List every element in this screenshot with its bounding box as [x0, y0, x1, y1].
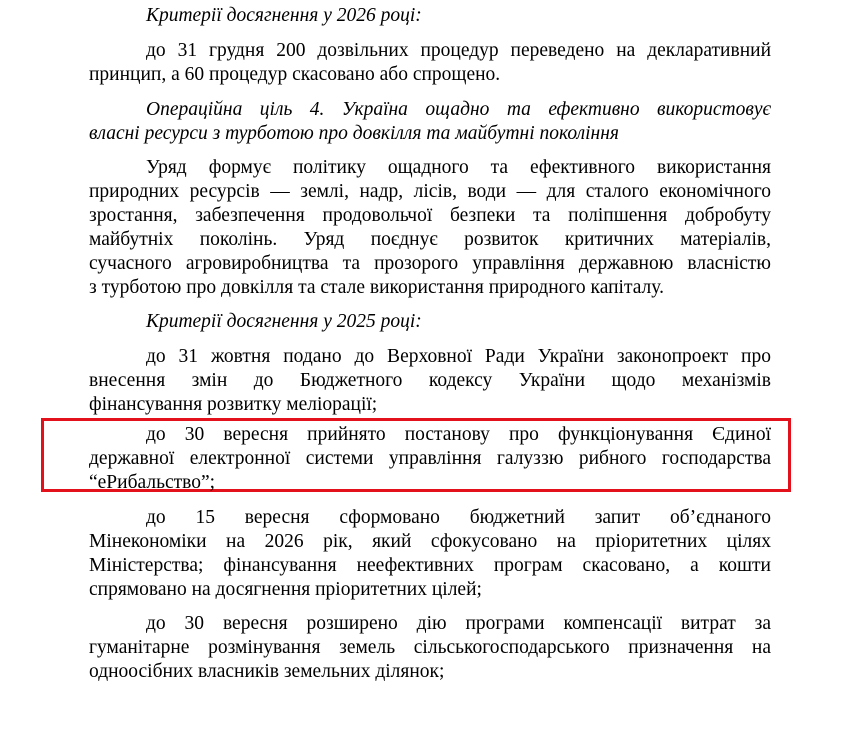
criteria-2025-item-line: одноосібних власників земельних ділянок;	[89, 661, 445, 682]
goal-4-paragraph-line: Уряд формує політику ощадного та ефективного використання	[146, 157, 771, 178]
operational-goal-4-heading: Операційна ціль 4. Україна ощадно та ефективно використовує	[146, 99, 771, 120]
criteria-2025-item-line: до 15 вересня сформовано бюджетний запит об’єднаного	[146, 507, 771, 528]
goal-4-paragraph-line: природних ресурсів — землі, надр, лісів, води — для сталого економічного	[89, 181, 771, 202]
criteria-2025-item-line: Міністерства; фінансування неефективних програм скасовано, а кошти	[89, 555, 771, 576]
highlighted-item-line: до 30 вересня прийнято постанову про функціонування Єдиної	[146, 424, 771, 445]
criteria-2025-item-line: внесення змін до Бюджетного кодексу України щодо механізмів	[89, 370, 771, 391]
goal-4-paragraph-line: зростання, забезпечення продовольчої безпеки та поліпшення добробуту	[89, 205, 771, 226]
criteria-2025-item-line: до 31 жовтня подано до Верховної Ради України законопроект про	[146, 346, 771, 367]
criteria-2025-item-line: спрямовано на досягнення пріоритетних цілей;	[89, 579, 482, 600]
goal-4-paragraph-line: з турботою про довкілля та стале використання природного капіталу.	[89, 277, 664, 298]
highlighted-item-line: державної електронної системи управління галуззю рибного господарства	[89, 448, 771, 469]
criteria-2025-item-line: гуманітарне розмінування земель сільськогосподарського призначення на	[89, 637, 771, 658]
goal-4-paragraph-line: майбутніх поколінь. Уряд поєднує розвиток критичних матеріалів,	[89, 229, 771, 250]
criteria-2026-item-line: до 31 грудня 200 дозвільних процедур переведено на декларативний	[146, 40, 771, 61]
operational-goal-4-heading: власні ресурси з турботою про довкілля та майбутні покоління	[89, 123, 619, 144]
criteria-2025-item-line: фінансування розвитку меліорації;	[89, 394, 378, 415]
criteria-2025-heading: Критерії досягнення у 2025 році:	[146, 311, 422, 332]
criteria-2026-item-line: принцип, а 60 процедур скасовано або спрощено.	[89, 64, 501, 85]
highlighted-item-line: “еРибальство”;	[89, 472, 216, 493]
goal-4-paragraph-line: сучасного агровиробництва та прозорого управління державною власністю	[89, 253, 771, 274]
criteria-2026-heading: Критерії досягнення у 2026 році:	[146, 5, 422, 26]
criteria-2025-item-line: до 30 вересня розширено дію програми компенсації витрат за	[146, 613, 771, 634]
criteria-2025-item-line: Мінекономіки на 2026 рік, який сфокусовано на пріоритетних цілях	[89, 531, 771, 552]
